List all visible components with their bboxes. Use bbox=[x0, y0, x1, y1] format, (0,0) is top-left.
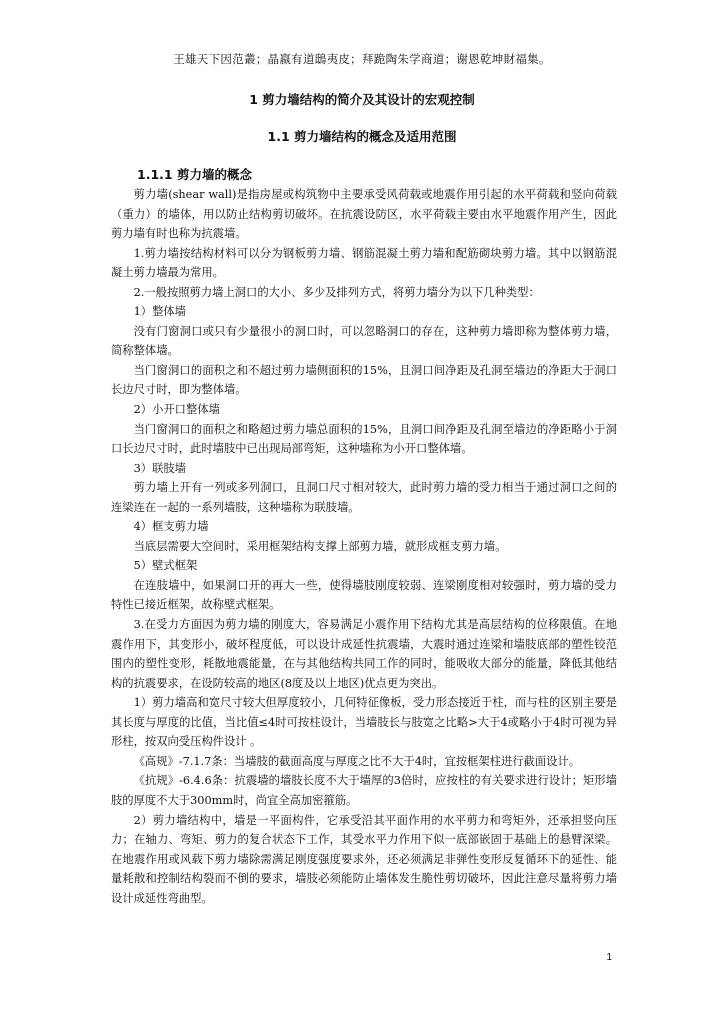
paragraph: 当底层需要大空间时，采用框架结构支撑上部剪力墙，就形成框支剪力墙。 bbox=[133, 539, 507, 553]
paragraph: 当门窗洞口的面积之和略超过剪力墙总面积的15%，且洞口间净距及孔洞至墙边的净距略小于洞口长边尺寸时，此时墙肢中已出现局部弯矩，这种墙称为小开口整体墙。 bbox=[111, 422, 617, 456]
body-text bbox=[111, 185, 617, 908]
paragraph: 剪力墙上开有一列或多列洞口，且洞口尺寸相对较大，此时剪力墙的受力相当于通过洞口之间的连梁连在一起的一系列墙肢，这种墙称为联肢墙。 bbox=[111, 481, 617, 514]
heading-level-1: 1 剪力墙结构的简介及其设计的宏观控制 bbox=[249, 92, 475, 107]
page-header: 王雄天下因范叢；晶嬴有道鴟夷皮；拜跪陶朱学商道；谢恩乾坤財福集。 bbox=[173, 52, 551, 66]
code-citation: 《抗规》-6.4.6条：抗震墙的墙肢长度不大于墙厚的3倍时，应按柱的有关要求进行设计；矩形墙肢的厚度不大于300mm时，尚宜全高加密箍筋。 bbox=[111, 774, 617, 807]
list-heading: 2）小开口整体墙 bbox=[133, 403, 220, 417]
page-number: 1 bbox=[606, 952, 612, 963]
paragraph: 当门窗洞口的面积之和不超过剪力墙侧面积的15%，且洞口间净距及孔洞至墙边的净距大于洞口长边尺寸时，即为整体墙。 bbox=[111, 363, 617, 397]
paragraph: 没有门窗洞口或只有少量很小的洞口时，可以忽略洞口的存在，这种剪力墙即称为整体剪力墙，简称整体墙。 bbox=[111, 324, 617, 358]
list-heading: 5）壁式框架 bbox=[133, 559, 198, 573]
heading-level-2: 1.1 剪力墙结构的概念及适用范围 bbox=[267, 129, 457, 144]
code-citation: 《高规》-7.1.7条：当墙肢的截面高度与厚度之比不大于4时，宜按框架柱进行截面设计。 bbox=[133, 754, 581, 768]
list-heading: 3）联肢墙 bbox=[133, 461, 186, 475]
paragraph: 剪力墙(shear wall)是指房屋或构筑物中主要承受风荷载或地震作用引起的水平荷载和竖向荷载（重力）的墙体，用以防止结构剪切破坏。在抗震设防区，水平荷载主要由水平地震作用产生，因此剪力墙有时也称为抗震墙。 bbox=[111, 188, 617, 241]
paragraph: 1.剪力墙按结构材料可以分为钢板剪力墙、钢筋混凝土剪力墙和配筋砌块剪力墙。其中以钢筋混凝土剪力墙最为常用。 bbox=[111, 246, 617, 280]
paragraph: 1）剪力墙高和宽尺寸较大但厚度较小，几何特征像板，受力形态接近于柱，而与柱的区别主要是其长度与厚度的比值，当比值≤4时可按柱设计，当墙肢长与肢宽之比略>大于4或略小于4时可视为异形柱，按双向受压构件设计 。 bbox=[111, 696, 617, 749]
list-heading: 4）框支剪力墙 bbox=[133, 520, 209, 534]
list-heading: 1）整体墙 bbox=[133, 305, 186, 319]
heading-level-3: 1.1.1 剪力墙的概念 bbox=[137, 167, 252, 182]
paragraph: 在连肢墙中，如果洞口开的再大一些，使得墙肢刚度较弱、连梁刚度相对较强时，剪力墙的受力特性已接近框架，故称壁式框架。 bbox=[111, 578, 617, 612]
paragraph: 3.在受力方面因为剪力墙的刚度大，容易满足小震作用下结构尤其是高层结构的位移限值。在地震作用下，其变形小，破坏程度低，可以设计成延性抗震墙，大震时通过连梁和墙肢底部的塑性铰范围内的塑性变形，耗散地震能量，在与其他结构共同工作的同时，能吸收大部分的能量，降低其他结构的抗震要求，在设防较高的地区(8度及以上地区)优点更为突出。 bbox=[111, 618, 617, 690]
paragraph: 2.一般按照剪力墙上洞口的大小、多少及排列方式，将剪力墙分为以下几种类型： bbox=[133, 285, 540, 299]
paragraph: 2）剪力墙结构中，墙是一平面构件，它承受沿其平面作用的水平剪力和弯矩外，还承担竖向压力；在轴力、弯矩、剪力的复合状态下工作，其受水平力作用下似一底部嵌固于基础上的悬臂深梁。在地震作用或风载下剪力墙除需满足刚度强度要求外，还必须满足非弹性变形反复循环下的延性、能量耗散和控制结构裂而不倒的要求，墙肢必须能防止墙体发生脆性剪切破坏，因此注意尽量将剪力墙设计成延性弯曲型。 bbox=[111, 813, 617, 905]
